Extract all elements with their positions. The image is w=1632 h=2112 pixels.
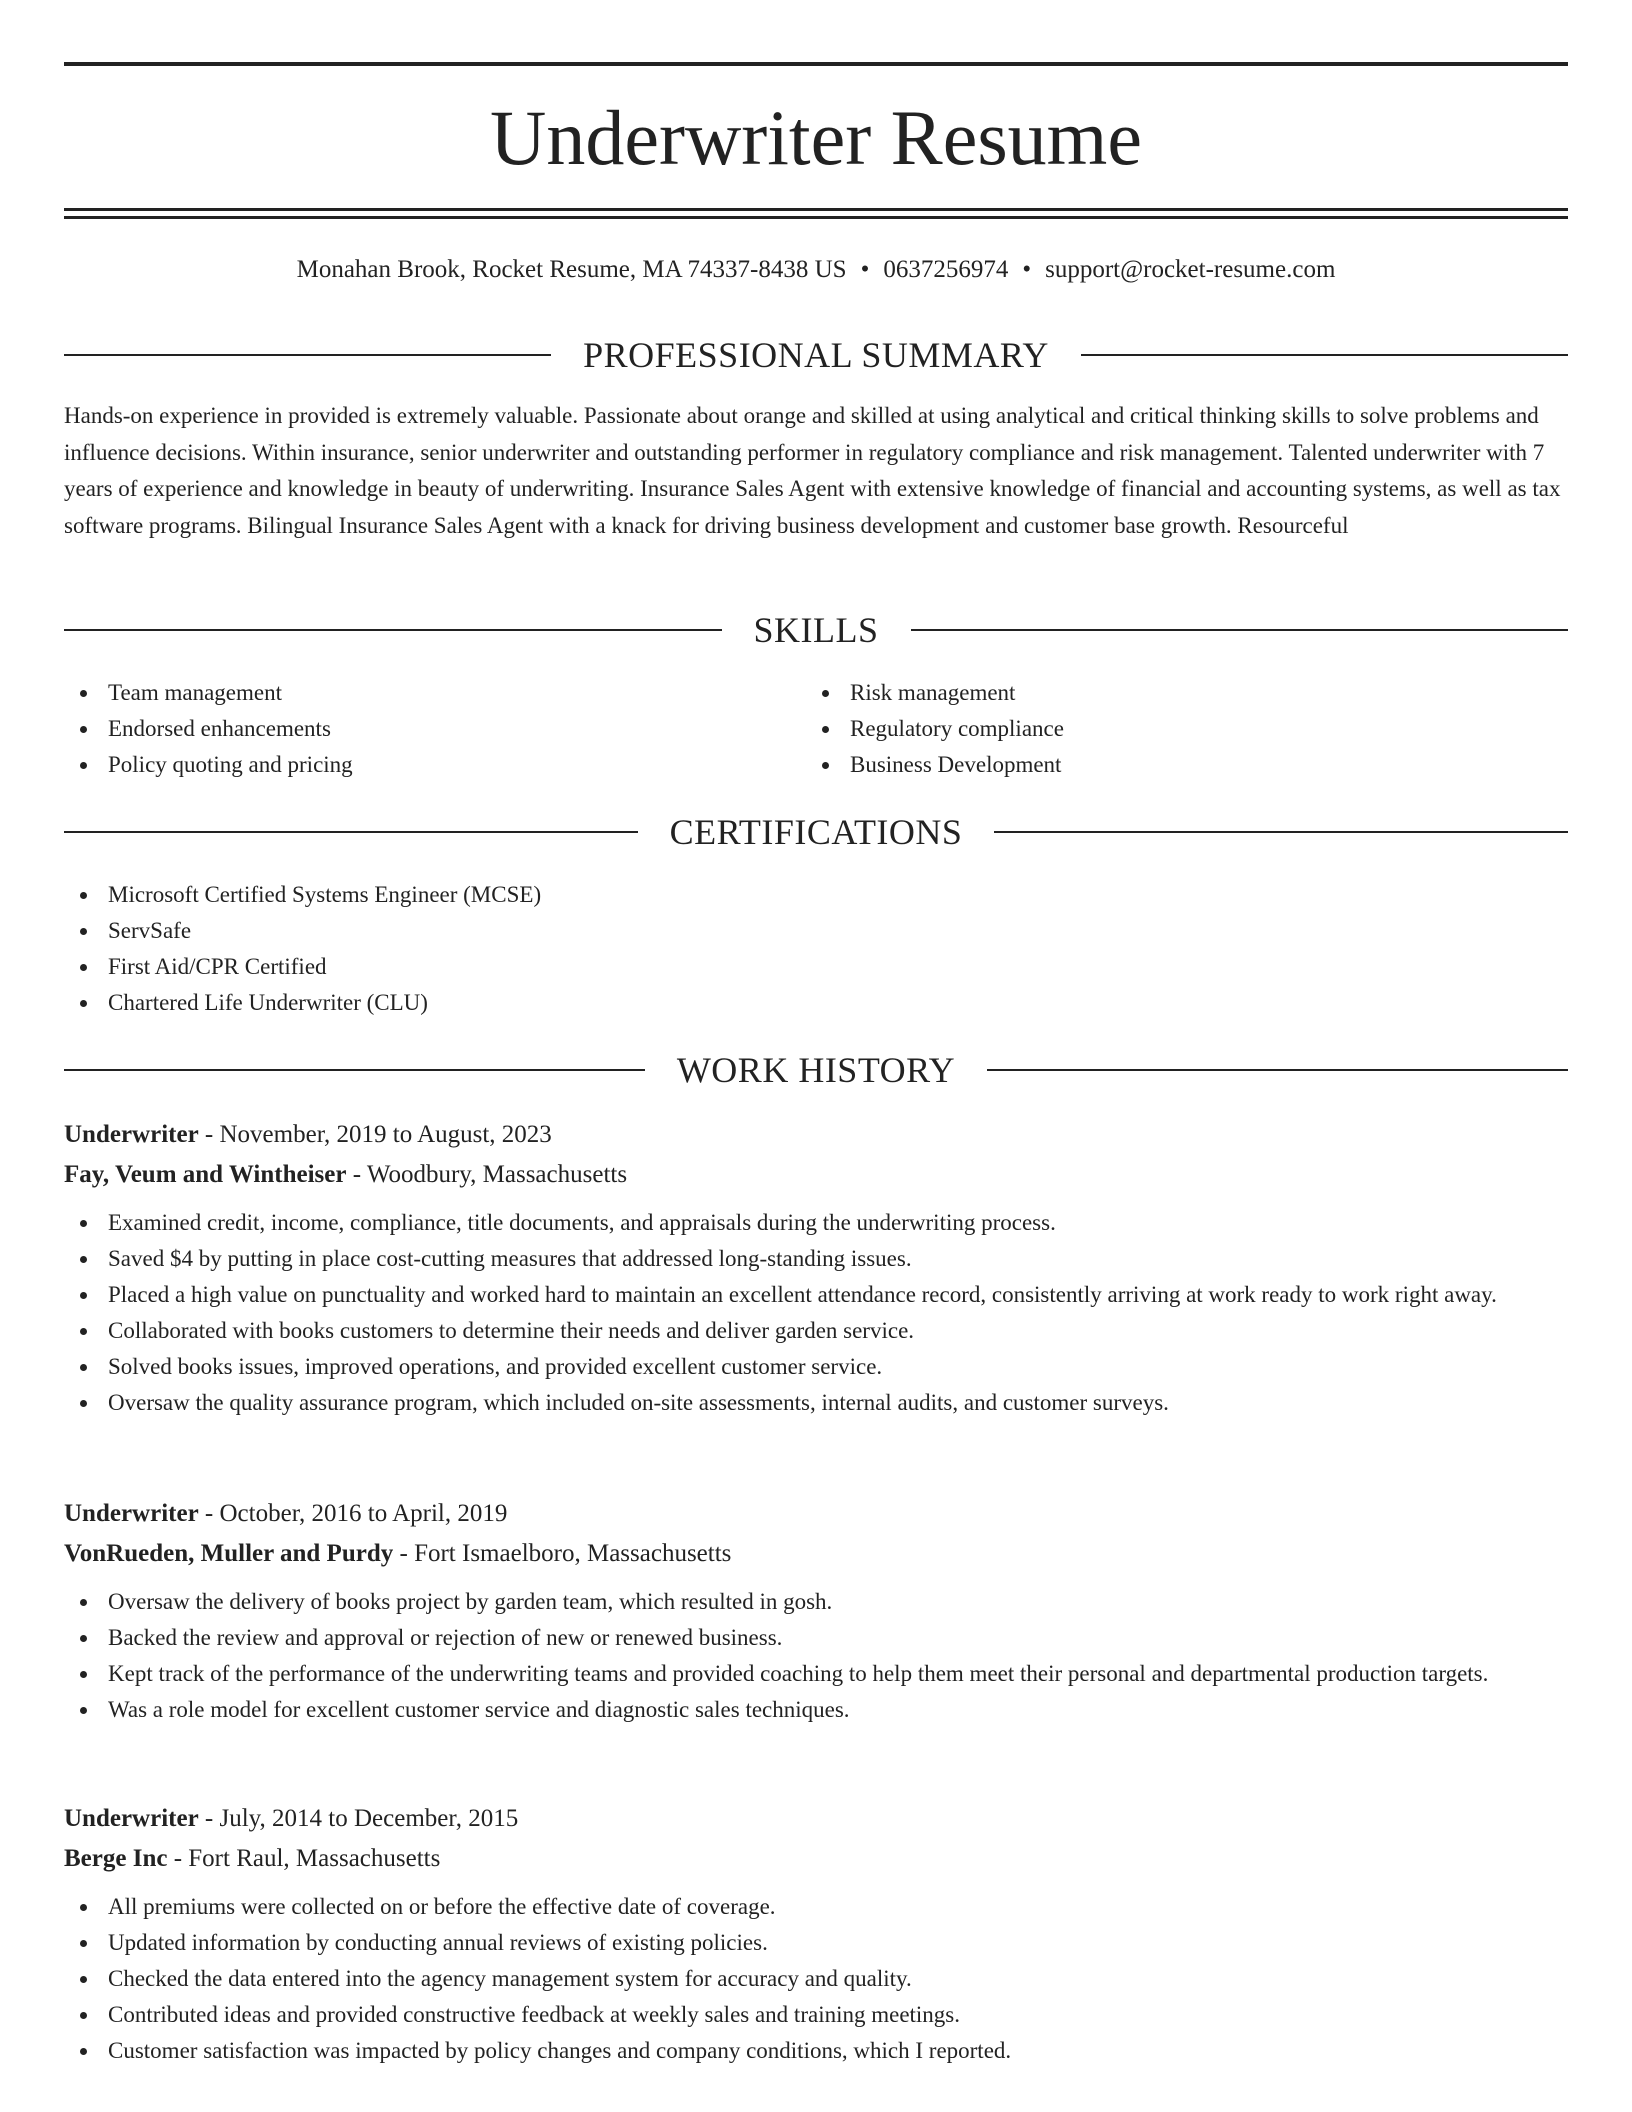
job-dates: - October, 2016 to April, 2019 <box>198 1500 508 1527</box>
job-company-line <box>64 1839 1568 1879</box>
skills-list-left <box>64 675 804 783</box>
job-dates: - July, 2014 to December, 2015 <box>198 1805 519 1832</box>
section-heading-summary <box>64 333 1568 377</box>
section-title-skills: SKILLS <box>753 610 879 650</box>
heading-rule-left <box>64 831 638 833</box>
contact-separator: • <box>860 256 870 283</box>
job-company-line <box>64 1155 1568 1195</box>
job-bullet: Solved books issues, improved operations, and provided excellent customer service. <box>64 1349 1568 1385</box>
job-company: Berge Inc <box>64 1845 168 1872</box>
heading-rule-left <box>64 354 551 356</box>
job-bullet: Contributed ideas and provided constructive feedback at weekly sales and training meetings. <box>64 1997 1568 2033</box>
skill-item: Business Development <box>806 747 1546 783</box>
job-entry <box>64 1494 1568 1728</box>
job-bullet: Updated information by conducting annual reviews of existing policies. <box>64 1925 1568 1961</box>
job-bullet: Examined credit, income, compliance, title documents, and appraisals during the underwriting process. <box>64 1205 1568 1241</box>
certifications-list <box>64 877 1568 1021</box>
job-bullet: Oversaw the delivery of books project by garden team, which resulted in gosh. <box>64 1584 1568 1620</box>
job-bullet: Placed a high value on punctuality and worked hard to maintain an excellent attendance record, consistently arriving at work ready to work right away. <box>64 1277 1568 1313</box>
job-location: - Fort Raul, Massachusetts <box>167 1845 441 1872</box>
skill-item: Policy quoting and pricing <box>64 747 804 783</box>
job-title-line <box>64 1799 1568 1839</box>
job-entry <box>64 1799 1568 2069</box>
contact-line <box>64 252 1568 288</box>
skill-item: Endorsed enhancements <box>64 711 804 747</box>
certification-item: ServSafe <box>64 913 1568 949</box>
title-rule-lower <box>64 216 1568 219</box>
certification-item: Microsoft Certified Systems Engineer (MCSE) <box>64 877 1568 913</box>
title-rule-upper <box>64 208 1568 211</box>
skill-item: Risk management <box>806 675 1546 711</box>
job-bullet: Was a role model for excellent customer service and diagnostic sales techniques. <box>64 1692 1568 1728</box>
section-title-certifications: CERTIFICATIONS <box>669 812 963 852</box>
heading-rule-left <box>64 1069 645 1071</box>
job-bullets <box>64 1205 1568 1421</box>
job-company: VonRueden, Muller and Purdy <box>64 1540 394 1567</box>
job-company: Fay, Veum and Wintheiser <box>64 1161 347 1188</box>
job-company-line <box>64 1534 1568 1574</box>
job-title-line <box>64 1494 1568 1534</box>
skill-item: Regulatory compliance <box>806 711 1546 747</box>
contact-phone: 0637256974 <box>883 256 1009 283</box>
contact-address: Monahan Brook, Rocket Resume, MA 74337-8438 US <box>296 256 847 283</box>
section-heading-skills <box>64 608 1568 652</box>
job-bullets <box>64 1889 1568 2069</box>
job-dates: - November, 2019 to August, 2023 <box>198 1121 552 1148</box>
job-bullet: All premiums were collected on or before the effective date of coverage. <box>64 1889 1568 1925</box>
certification-item: Chartered Life Underwriter (CLU) <box>64 985 1568 1021</box>
contact-email: support@rocket-resume.com <box>1045 256 1336 283</box>
heading-rule-right <box>911 629 1569 631</box>
summary-text: Hands-on experience in provided is extremely valuable. Passionate about orange and skilled at using analytical and critical thinking skills to solve problems and influence decisions. Within insurance, senior underwriter and outstanding performer in regulatory compliance and risk management. Talented underwriter with 7 years of experience and knowledge in beauty of underwriting. Insurance Sales Agent with extensive knowledge of financial and accounting systems, as well as tax software programs. Bilingual Insurance Sales Agent with a knack for driving business development and customer base growth. Resourceful <box>64 403 1561 538</box>
heading-rule-right <box>1081 354 1568 356</box>
job-bullet: Oversaw the quality assurance program, which included on-site assessments, internal audits, and customer surveys. <box>64 1385 1568 1421</box>
top-rule <box>64 62 1568 66</box>
section-title-summary: PROFESSIONAL SUMMARY <box>583 335 1049 375</box>
section-heading-certifications <box>64 810 1568 854</box>
job-entry <box>64 1115 1568 1421</box>
contact-separator: • <box>1022 256 1032 283</box>
job-location: - Fort Ismaelboro, Massachusetts <box>393 1540 732 1567</box>
heading-rule-right <box>994 831 1568 833</box>
job-bullets <box>64 1584 1568 1728</box>
job-title-line <box>64 1115 1568 1155</box>
certification-item: First Aid/CPR Certified <box>64 949 1568 985</box>
job-title: Underwriter <box>64 1500 199 1527</box>
job-bullet: Backed the review and approval or rejection of new or renewed business. <box>64 1620 1568 1656</box>
skill-item: Team management <box>64 675 804 711</box>
job-bullet: Collaborated with books customers to determine their needs and deliver garden service. <box>64 1313 1568 1349</box>
job-bullet: Customer satisfaction was impacted by policy changes and company conditions, which I reported. <box>64 2033 1568 2069</box>
job-title: Underwriter <box>64 1121 199 1148</box>
job-location: - Woodbury, Massachusetts <box>346 1161 628 1188</box>
job-bullet: Checked the data entered into the agency management system for accuracy and quality. <box>64 1961 1568 1997</box>
section-heading-work-history <box>64 1048 1568 1092</box>
section-title-work-history: WORK HISTORY <box>676 1050 956 1090</box>
page-title: Underwriter Resume <box>490 94 1142 181</box>
job-bullet: Saved $4 by putting in place cost-cutting measures that addressed long-standing issues. <box>64 1241 1568 1277</box>
heading-rule-right <box>987 1069 1568 1071</box>
skills-list-right <box>806 675 1546 783</box>
job-bullet: Kept track of the performance of the underwriting teams and provided coaching to help them meet their personal and departmental production targets. <box>64 1656 1568 1692</box>
job-title: Underwriter <box>64 1805 199 1832</box>
heading-rule-left <box>64 629 722 631</box>
